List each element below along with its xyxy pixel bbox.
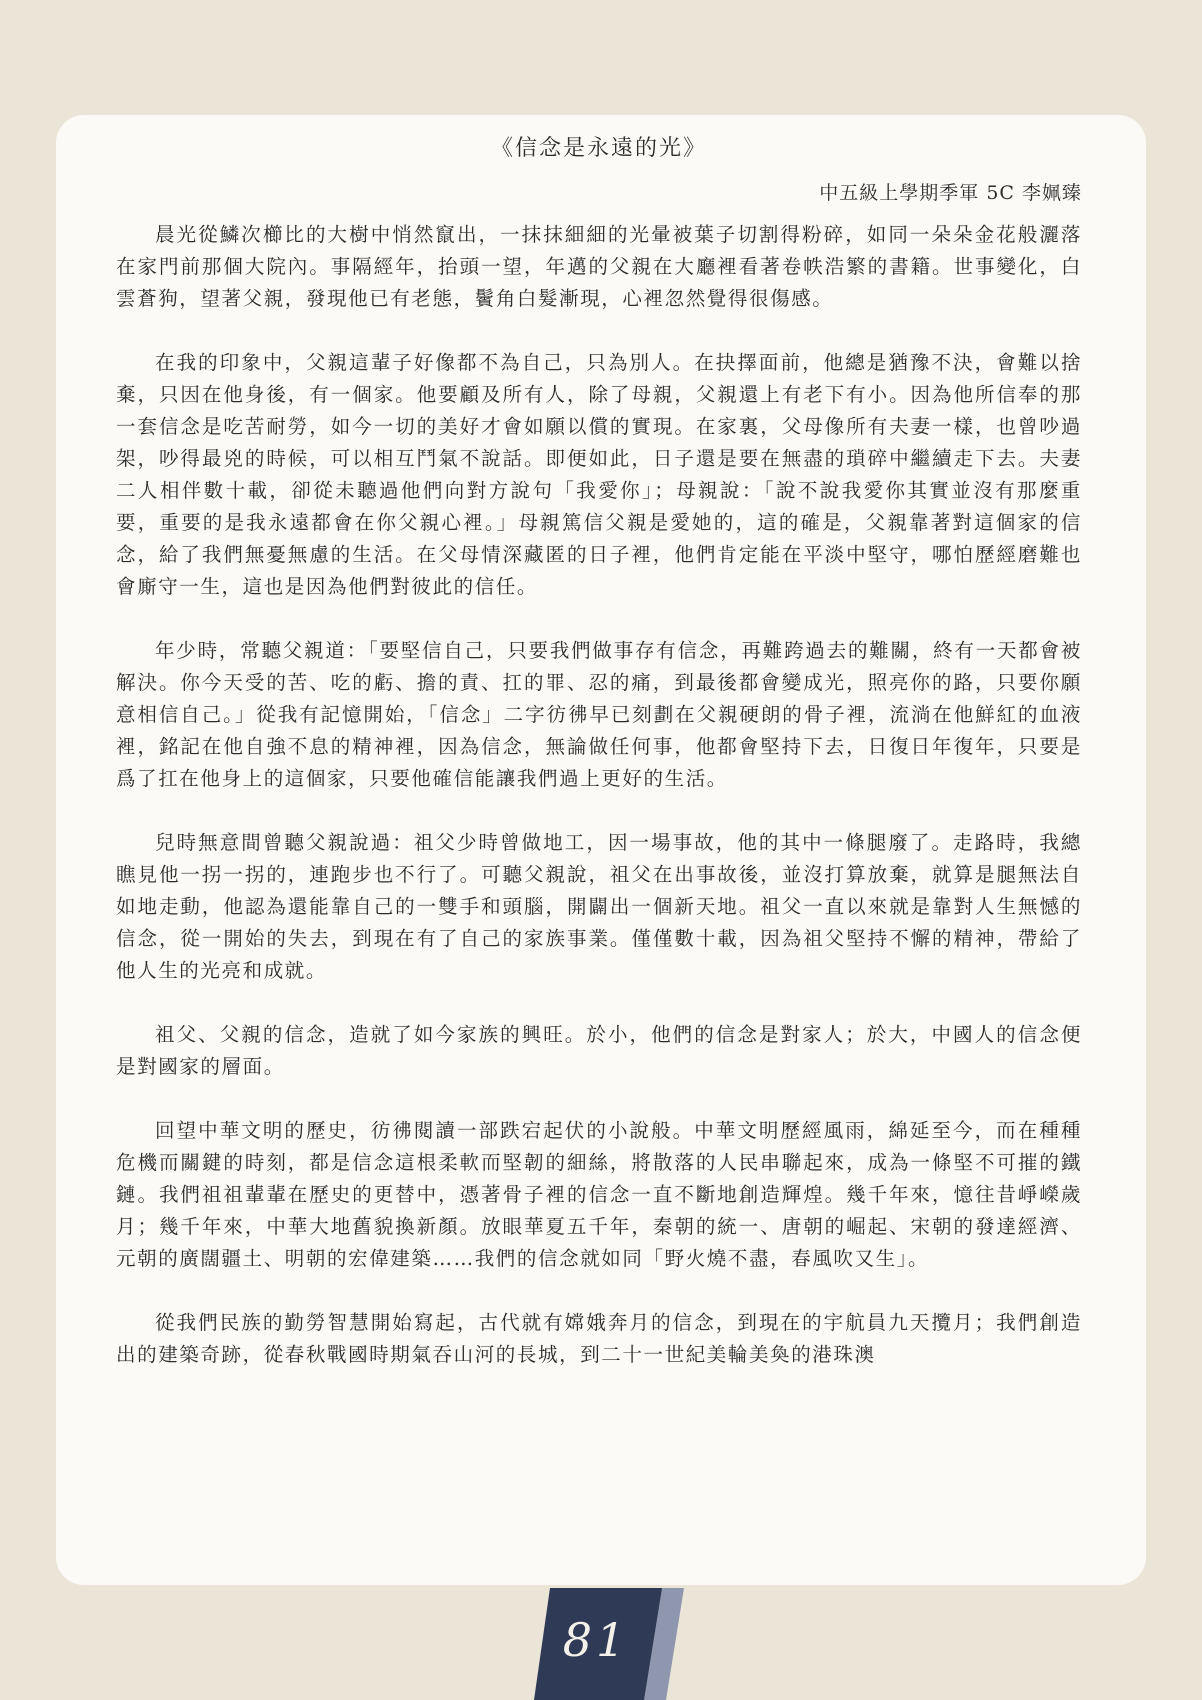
- author-byline: 中五級上學期季軍 5C 李姵臻: [819, 182, 1082, 204]
- paragraph-4: 兒時無意間曾聽父親說過：祖父少時曾做地工，因一場事故，他的其中一條腿廢了。走路時，我總瞧見他一拐一拐的，連跑步也不行了。可聽父親說，祖父在出事故後，並沒打算放棄，就算是腿無法自如地走動，他認為還能靠自己的一雙手和頭腦，開闢出一個新天地。祖父一直以來就是靠對人生無憾的信念，從一開始的失去，到現在有了自己的家族事業。僅僅數十載，因為祖父堅持不懈的精神，帶給了他人生的光亮和成就。: [116, 831, 1082, 982]
- content-card: [56, 115, 1146, 1585]
- paragraph-5: 祖父、父親的信念，造就了如今家族的興旺。於小，他們的信念是對家人；於大，中國人的信念便是對國家的層面。: [116, 1023, 1082, 1078]
- paragraph-2: 在我的印象中，父親這輩子好像都不為自己，只為別人。在抉擇面前，他總是猶豫不決，會難以捨棄，只因在他身後，有一個家。他要顧及所有人，除了母親，父親還上有老下有小。因為他所信奉的那一套信念是吃苦耐勞，如今一切的美好才會如願以償的實現。在家裏，父母像所有夫妻一樣，也曾吵過架，吵得最兇的時候，可以相互鬥氣不說話。即便如此，日子還是要在無盡的瑣碎中繼續走下去。夫妻二人相伴數十載，卻從未聽過他們向對方說句「我愛你」；母親說：「說不說我愛你其實並沒有那麼重要，重要的是我永遠都會在你父親心裡。」母親篤信父親是愛她的，這的確是，父親靠著對這個家的信念，給了我們無憂無慮的生活。在父母情深藏匿的日子裡，他們肯定能在平淡中堅守，哪怕歷經磨難也會廝守一生，這也是因為他們對彼此的信任。: [116, 351, 1082, 598]
- paragraph-6: 回望中華文明的歷史，彷彿閱讀一部跌宕起伏的小說般。中華文明歷經風雨，綿延至今，而在種種危機而關鍵的時刻，都是信念這根柔軟而堅韌的細絲，將散落的人民串聯起來，成為一條堅不可摧的鐵鏈。我們祖祖輩輩在歷史的更替中，憑著骨子裡的信念一直不斷地創造輝煌。幾千年來，憶往昔崢嶸歲月；幾千年來，中華大地舊貌換新顏。放眼華夏五千年，秦朝的統一、唐朝的崛起、宋朝的發達經濟、元朝的廣闊疆土、明朝的宏偉建築……我們的信念就如同「野火燒不盡，春風吹又生」。: [116, 1119, 1082, 1270]
- essay-title: 《信念是永遠的光》: [490, 136, 707, 161]
- paragraph-1: 晨光從鱗次櫛比的大樹中悄然竄出，一抹抹細細的光暈被葉子切割得粉碎，如同一朵朵金花般灑落在家門前那個大院內。事隔經年，抬頭一望，年邁的父親在大廳裡看著卷帙浩繁的書籍。世事變化，白雲蒼狗，望著父親，發現他已有老態，鬢角白髮漸現，心裡忽然覺得很傷感。: [116, 223, 1082, 310]
- page-number: 81: [562, 1613, 630, 1667]
- essay-body: [116, 219, 1082, 1371]
- paragraph-7: 從我們民族的勤勞智慧開始寫起，古代就有嫦娥奔月的信念，到現在的宇航員九天攬月；我們創造出的建築奇跡，從春秋戰國時期氣吞山河的長城，到二十一世紀美輪美奐的港珠澳: [116, 1311, 1082, 1366]
- paragraph-3: 年少時，常聽父親道：「要堅信自己，只要我們做事存有信念，再難跨過去的難關，終有一天都會被解決。你今天受的苦、吃的虧、擔的責、扛的罪、忍的痛，到最後都會變成光，照亮你的路，只要你願意相信自己。」從我有記憶開始，「信念」二字彷彿早已刻劃在父親硬朗的骨子裡，流淌在他鮮紅的血液裡，銘記在他自強不息的精神裡，因為信念，無論做任何事，他都會堅持下去，日復日年復年，只要是爲了扛在他身上的這個家，只要他確信能讓我們過上更好的生活。: [116, 639, 1082, 790]
- page-number-tab: [534, 1588, 684, 1700]
